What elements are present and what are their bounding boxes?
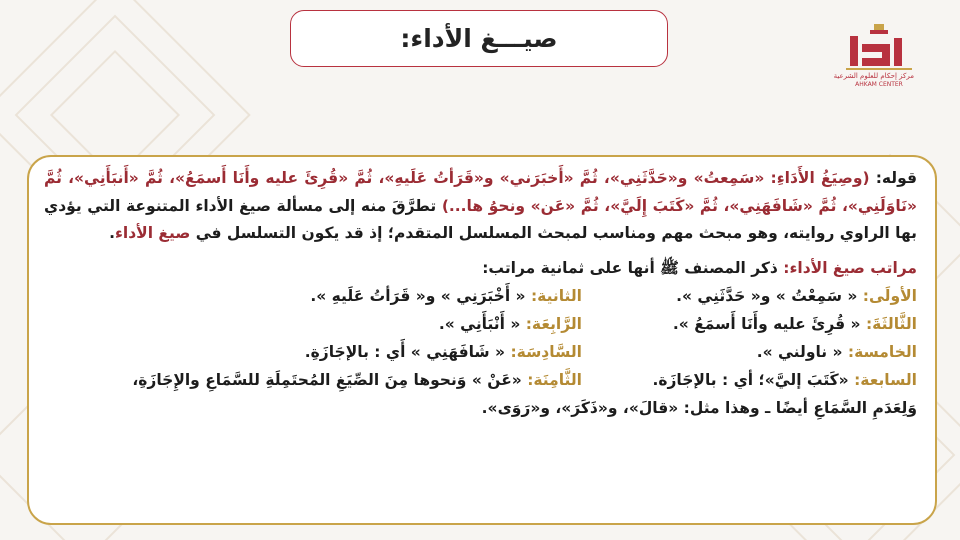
rank-cell (582, 338, 917, 366)
rank-label: الثَّالثَةَ: (865, 314, 917, 333)
rank-label: الرَّابِعَة: (525, 314, 582, 333)
intro-highlight: صيغ الأداء (114, 224, 191, 242)
ranks-row (44, 366, 917, 394)
intro-quote: (وصِيَغُ الأَدَاءِ: «سَمِعتُ» و«حَدَّثَنِي»، ثُمَّ «أَخبَرَني» و«قَرَأتُ عَلَيهِ»، ثُمَّ «قُرِئَ عليه وأَنَا أَسمَعُ»، ثُمَّ «أَنبَأَنِي»، ثُمَّ «نَاوَلَنِي»، ثُمَّ «شَافَهَنِي»، ثُمَّ «كَتَبَ إِلَيَّ»، ثُمَّ «عَن» ونحوُ ها...) (44, 169, 917, 215)
rank-text: «كَتَبَ إليَّ»؛ أي : بالإجَازَة. (652, 370, 855, 389)
rank-text: « سَمِعْتُ » و« حَدَّثَنِي ». (676, 286, 863, 305)
rank-label: الأولَى: (862, 286, 917, 305)
title-card (290, 10, 668, 67)
rank-text: « قُرِئَ عليه وأَنَا أَسمَعُ ». (672, 314, 866, 333)
logo-mark (844, 22, 914, 72)
rank-cell (44, 338, 582, 366)
rank-text: « أَخْبَرَنِي » و« قَرَأتُ عَلَيهِ ». (310, 286, 531, 305)
rank-label: الخامسة: (847, 342, 917, 361)
rank-label: السَّادِسَة: (510, 342, 582, 361)
logo-subtitle: مركز إحكام للعلوم الشرعية (833, 72, 914, 80)
rank-cell (582, 282, 917, 310)
rank-cell (44, 366, 582, 394)
rank-cell (582, 310, 917, 338)
rank-label: الثانية: (530, 286, 582, 305)
ranks-row (44, 338, 917, 366)
rank-text: « ناولني ». (756, 342, 848, 361)
rank-label: الثَّامِنَة: (527, 370, 582, 389)
intro-body: تطرَّقَ منه إلى مسألة صيغ الأداء المتنوعة التي يؤدي بها الراوي روايته، وهو مبحث مهم ومناسب لمبحث المسلسل المتقدم؛ إذ قد يكون التسلسل في (44, 196, 917, 242)
logo-tagline: AHKAM CENTER (855, 81, 903, 88)
page-title: صيـــغ الأداء: (400, 24, 558, 53)
rank-label: السابعة: (854, 370, 917, 389)
ranks-row (44, 282, 917, 310)
intro-lead: قوله: (869, 169, 917, 187)
rank-cell (44, 282, 582, 310)
content-body (44, 165, 917, 422)
rank-cell (44, 310, 582, 338)
center-logo (833, 22, 914, 100)
intro-paragraph (44, 165, 917, 248)
ranks-heading-text: ذكر المصنف ﷺ أنها على ثمانية مراتب: (482, 258, 784, 277)
intro-end: . (109, 224, 115, 242)
rank-text: « شَافَهَنِي » أَي : بالإجَازَةِ. (304, 342, 511, 361)
ranks-row (44, 310, 917, 338)
ranks-heading: مراتب صيغ الأداء: (783, 258, 917, 277)
ranks-heading-line (44, 255, 917, 282)
rank-text: «عَنْ » وَنحوها مِنَ الصِّيَغِ المُحتَمِلَةِ للسَّمَاعِ والإِجَازَةِ، (132, 370, 528, 389)
rank-cell (582, 366, 917, 394)
ranks-tail: وَلِعَدَمِ السَّمَاعِ أيضًا ـ وهذا مثل: «قالَ»، و«ذَكَرَ»، و«رَوَى». (481, 398, 917, 417)
rank-text: « أَنْبَأَنِي ». (438, 314, 526, 333)
